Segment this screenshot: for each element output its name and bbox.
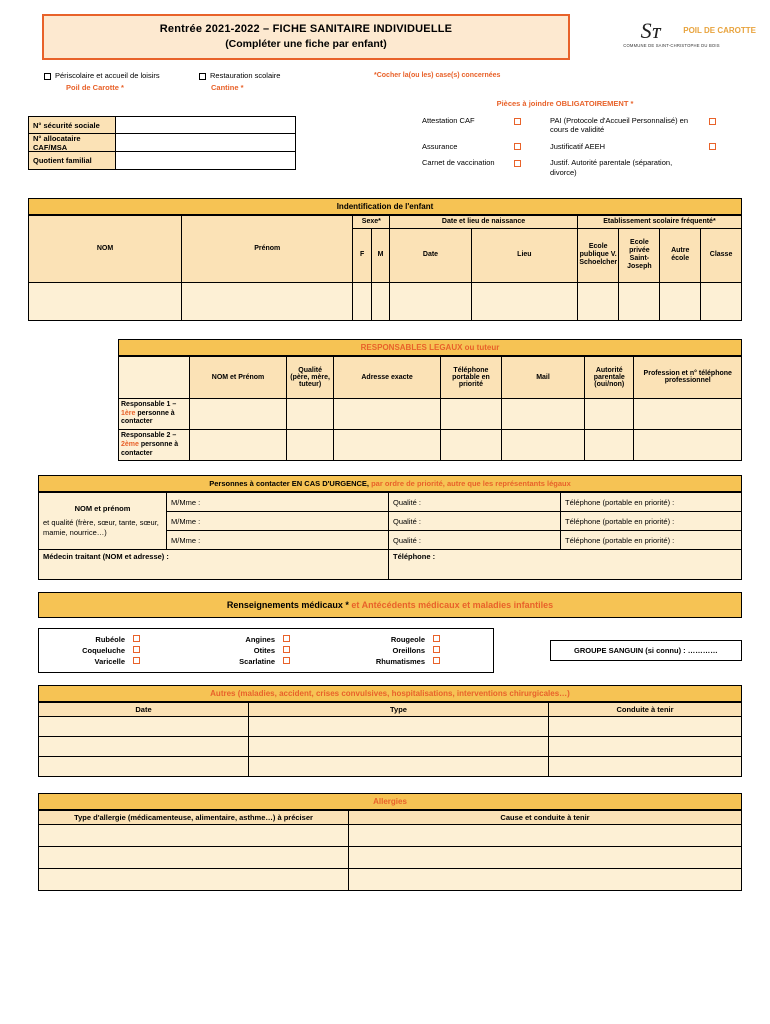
id-value-caf[interactable] xyxy=(116,134,296,152)
page-subtitle: (Compléter une fiche par enfant) xyxy=(225,38,387,50)
col-allergie-type: Type d'allergie (médicamenteuse, alimentaire, asthme…) à préciser xyxy=(39,811,349,825)
urgence-band-black: Personnes à contacter EN CAS D'URGENCE, xyxy=(209,479,369,489)
cell-autres1-type[interactable] xyxy=(249,717,549,737)
logo-poil-de-carotte: POIL DE CAROTTE xyxy=(683,26,756,35)
table-row[interactable] xyxy=(29,282,742,320)
cell-autres2-date[interactable] xyxy=(39,737,249,757)
maladie-scarlatine-label: Scarlatine xyxy=(239,657,275,667)
id-label-secu: N° sécurité sociale xyxy=(28,116,116,134)
col-ecole-publique: Ecole publique V. Schoelcher xyxy=(577,228,619,282)
resp1-label-rest: personne à contacter xyxy=(121,409,175,426)
option-restauration[interactable] xyxy=(199,71,374,92)
cell-resp1-adresse[interactable] xyxy=(334,398,441,429)
resp1-label-num: 1ère xyxy=(121,409,136,417)
maladies-row-3 xyxy=(39,657,493,666)
identification-table xyxy=(28,215,742,321)
logo-caption: COMMUNE DE SAINT-CHRISTOPHE DU BOIS xyxy=(623,43,720,48)
urgence-band-red: par ordre de priorité, autre que les représentants légaux xyxy=(371,479,571,489)
options-row xyxy=(14,71,756,92)
cell-resp2-nom[interactable] xyxy=(190,430,287,461)
col-resp-nom: NOM et Prénom xyxy=(190,356,287,398)
piece-label-assurance: Assurance xyxy=(422,141,458,151)
checkbox-angines-icon[interactable] xyxy=(283,635,290,642)
cell-resp2-adresse[interactable] xyxy=(334,430,441,461)
maladie-coqueluche[interactable] xyxy=(39,646,189,655)
table-row[interactable] xyxy=(119,398,742,429)
col-resp-qualite: Qualité (père, mère, tuteur) xyxy=(287,356,334,398)
option-restauration-sub: Cantine * xyxy=(211,83,244,92)
piece-label-autorite: Justif. Autorité parentale (séparation, divorce) xyxy=(550,158,673,177)
col-nom: NOM xyxy=(29,215,182,282)
pieces-grid xyxy=(422,116,752,184)
checkbox-scarlatine-icon[interactable] xyxy=(283,657,290,664)
cell-ecole-publique[interactable] xyxy=(577,282,619,320)
checkbox-aeeh-icon[interactable] xyxy=(709,143,716,150)
maladie-rubeole-label: Rubéole xyxy=(95,635,125,645)
allergies-band: Allergies xyxy=(38,793,742,810)
maladie-scarlatine[interactable] xyxy=(189,657,339,666)
renseignements-band-red: et Antécédents médicaux et maladies infantiles xyxy=(351,600,554,611)
maladies-row-1 xyxy=(39,635,493,644)
cell-resp1-profession[interactable] xyxy=(634,398,742,429)
checkbox-rubeole-icon[interactable] xyxy=(133,635,140,642)
checkbox-otites-icon[interactable] xyxy=(283,646,290,653)
section-urgence xyxy=(38,475,742,580)
cell-resp2-autorite[interactable] xyxy=(585,430,634,461)
col-f: F xyxy=(353,228,371,282)
pieces-row-1 xyxy=(422,116,752,135)
maladie-otites[interactable] xyxy=(189,646,339,655)
cell-prenom[interactable] xyxy=(182,282,353,320)
col-allergie-cause: Cause et conduite à tenir xyxy=(349,811,742,825)
cell-allergie3-cause[interactable] xyxy=(349,869,742,891)
logo-area xyxy=(576,14,756,48)
cell-autre-ecole[interactable] xyxy=(660,282,701,320)
maladie-rubeole[interactable] xyxy=(39,635,189,644)
col-autres-conduite: Conduite à tenir xyxy=(549,703,742,717)
renseignements-band-black: Renseignements médicaux * xyxy=(226,600,349,611)
maladies-area xyxy=(38,628,742,673)
identification-band: Indentification de l'enfant xyxy=(28,198,742,215)
cell-resp2-mail[interactable] xyxy=(501,430,584,461)
logo-monogram-icon: Sᴛ xyxy=(640,18,660,43)
cell-urgence1-qualite[interactable]: Qualité : xyxy=(389,493,561,512)
cell-resp1-telephone[interactable] xyxy=(440,398,501,429)
page-title: Rentrée 2021-2022 – FICHE SANITAIRE INDIVIDUELLE xyxy=(159,23,453,35)
section-responsables xyxy=(118,339,742,462)
cell-nom[interactable] xyxy=(29,282,182,320)
cell-urgence2-qualite[interactable]: Qualité : xyxy=(389,512,561,531)
id-value-secu[interactable] xyxy=(116,116,296,134)
cell-urgence3-qualite[interactable]: Qualité : xyxy=(389,531,561,550)
cell-resp1-qualite[interactable] xyxy=(287,398,334,429)
pieces-row-2 xyxy=(422,142,752,151)
maladie-oreillons[interactable] xyxy=(339,646,489,655)
option-restauration-label: Restauration scolaire xyxy=(210,71,281,80)
checkbox-vaccination-icon[interactable] xyxy=(514,160,521,167)
group-sexe: Sexe* xyxy=(353,215,390,228)
col-lieu: Lieu xyxy=(471,228,577,282)
cell-classe[interactable] xyxy=(701,282,742,320)
allergies-header xyxy=(39,811,742,825)
resp2-label-rest: personne à contacter xyxy=(121,440,179,457)
maladie-rougeole-label: Rougeole xyxy=(390,635,425,645)
pieces-title: Pièces à joindre OBLIGATOIREMENT * xyxy=(496,99,634,108)
piece-label-aeeh: Justificatif AEEH xyxy=(550,141,606,151)
resp2-label-num: 2ème xyxy=(121,440,139,448)
checkbox-oreillons-icon[interactable] xyxy=(433,646,440,653)
responsables-header xyxy=(119,356,742,398)
id-value-quotient[interactable] xyxy=(116,152,296,170)
option-periscolaire[interactable] xyxy=(14,71,199,92)
cell-resp1-mail[interactable] xyxy=(501,398,584,429)
checkbox-attestation-caf-icon[interactable] xyxy=(514,118,521,125)
checkbox-periscolaire-icon[interactable] xyxy=(44,73,51,80)
table-row[interactable] xyxy=(39,847,742,869)
id-row-quotient xyxy=(28,152,296,170)
resp1-label-main: Responsable 1 – xyxy=(121,400,177,408)
table-row[interactable] xyxy=(39,825,742,847)
cell-allergie2-type[interactable] xyxy=(39,847,349,869)
options-note: *Cocher la(ou les) case(s) concernées xyxy=(374,72,501,79)
cell-autres2-type[interactable] xyxy=(249,737,549,757)
groupe-sanguin-field[interactable]: GROUPE SANGUIN (si connu) : ………… xyxy=(550,640,742,661)
cell-resp2-telephone[interactable] xyxy=(440,430,501,461)
group-naissance: Date et lieu de naissance xyxy=(390,215,578,228)
id-row-secu xyxy=(28,116,296,134)
col-resp-profession: Profession et n° téléphone professionnel xyxy=(634,356,742,398)
maladie-varicelle[interactable] xyxy=(39,657,189,666)
cell-urgence3-telephone[interactable]: Téléphone (portable en priorité) : xyxy=(561,531,742,550)
col-autre-ecole: Autre école xyxy=(660,228,701,282)
ids-and-pieces xyxy=(14,116,756,184)
title-box xyxy=(42,14,570,60)
col-m: M xyxy=(371,228,389,282)
id-row-caf xyxy=(28,134,296,152)
col-autres-type: Type xyxy=(249,703,549,717)
piece-label-vaccination: Carnet de vaccination xyxy=(422,158,495,168)
maladie-angines-label: Angines xyxy=(245,635,275,645)
cell-autres2-conduite[interactable] xyxy=(549,737,742,757)
urgence-left-label xyxy=(39,493,167,550)
option-periscolaire-sub: Poil de Carotte * xyxy=(66,83,124,92)
checkbox-restauration-icon[interactable] xyxy=(199,73,206,80)
option-periscolaire-label: Périscolaire et accueil de loisirs xyxy=(55,71,160,80)
maladies-box xyxy=(38,628,494,673)
ids-block xyxy=(28,116,296,184)
section-autres xyxy=(38,685,742,777)
checkbox-rhumatismes-icon[interactable] xyxy=(433,657,440,664)
id-label-caf: N° allocataire CAF/MSA xyxy=(28,134,116,152)
group-etablissement: Etablissement scolaire fréquenté* xyxy=(577,215,741,228)
table-row[interactable] xyxy=(39,757,742,777)
urgence-band xyxy=(38,475,742,492)
table-row[interactable] xyxy=(39,869,742,891)
maladie-angines[interactable] xyxy=(189,635,339,644)
table-row[interactable] xyxy=(39,717,742,737)
id-label-quotient: Quotient familial xyxy=(28,152,116,170)
checkbox-pai-icon[interactable] xyxy=(709,118,716,125)
autres-table xyxy=(38,702,742,777)
urgence-left-line1: NOM et prénom xyxy=(74,504,131,514)
cell-urgence2-nom[interactable]: M/Mme : xyxy=(167,512,389,531)
col-date: Date xyxy=(390,228,472,282)
col-resp-mail: Mail xyxy=(501,356,584,398)
table-row[interactable] xyxy=(39,737,742,757)
piece-label-caf: Attestation CAF xyxy=(422,116,475,125)
table-row-medecin[interactable] xyxy=(39,550,742,580)
maladie-otites-label: Otites xyxy=(253,646,275,656)
maladie-varicelle-label: Varicelle xyxy=(94,657,125,667)
maladie-rhumatismes-label: Rhumatismes xyxy=(375,657,425,667)
section-identification xyxy=(28,198,742,321)
cell-allergie3-type[interactable] xyxy=(39,869,349,891)
urgence-table xyxy=(38,492,742,580)
col-autres-date: Date xyxy=(39,703,249,717)
page-header xyxy=(14,14,756,60)
table-row[interactable] xyxy=(119,430,742,461)
maladie-rhumatismes[interactable] xyxy=(339,657,489,666)
row-label-responsable-2 xyxy=(119,430,190,461)
responsables-band xyxy=(118,339,742,356)
cell-resp2-qualite[interactable] xyxy=(287,430,334,461)
responsables-table xyxy=(118,356,742,462)
cell-autres3-date[interactable] xyxy=(39,757,249,777)
col-classe: Classe xyxy=(701,228,742,282)
allergies-table xyxy=(38,810,742,891)
autres-header xyxy=(39,703,742,717)
section-allergies xyxy=(38,793,742,891)
cell-urgence3-nom[interactable]: M/Mme : xyxy=(167,531,389,550)
cell-f[interactable] xyxy=(353,282,371,320)
cell-autres3-type[interactable] xyxy=(249,757,549,777)
col-resp-adresse: Adresse exacte xyxy=(334,356,441,398)
cell-autres3-conduite[interactable] xyxy=(549,757,742,777)
piece-label-pai: PAI (Protocole d'Accueil Personnalisé) en cours de validité xyxy=(550,116,689,135)
checkbox-rougeole-icon[interactable] xyxy=(433,635,440,642)
cell-allergie1-cause[interactable] xyxy=(349,825,742,847)
maladie-coqueluche-label: Coqueluche xyxy=(82,646,125,656)
cell-autres1-conduite[interactable] xyxy=(549,717,742,737)
cell-urgence1-nom[interactable]: M/Mme : xyxy=(167,493,389,512)
cell-ecole-privee[interactable] xyxy=(619,282,660,320)
cell-date[interactable] xyxy=(390,282,472,320)
cell-allergie1-type[interactable] xyxy=(39,825,349,847)
row-label-responsable-1 xyxy=(119,398,190,429)
checkbox-varicelle-icon[interactable] xyxy=(133,657,140,664)
col-prenom: Prénom xyxy=(182,215,353,282)
cell-lieu[interactable] xyxy=(471,282,577,320)
col-spacer xyxy=(119,356,190,398)
resp2-label-main: Responsable 2 – xyxy=(121,432,177,440)
identification-group-header xyxy=(29,215,742,228)
responsables-band-label: RESPONSABLES LEGAUX ou tuteur xyxy=(360,342,500,352)
table-row[interactable] xyxy=(39,493,742,512)
cell-allergie2-cause[interactable] xyxy=(349,847,742,869)
renseignements-band xyxy=(38,592,742,618)
autres-band: Autres (maladies, accident, crises convulsives, hospitalisations, interventions chirurgicales…) xyxy=(38,685,742,702)
checkbox-assurance-icon[interactable] xyxy=(514,143,521,150)
cell-m[interactable] xyxy=(371,282,389,320)
cell-resp2-profession[interactable] xyxy=(634,430,742,461)
cell-autres1-date[interactable] xyxy=(39,717,249,737)
col-resp-telephone: Téléphone portable en priorité xyxy=(440,356,501,398)
pieces-row-3 xyxy=(422,158,752,177)
urgence-left-line2: et qualité (frère, sœur, tante, sœur, mamie, nourrice…) xyxy=(43,518,159,538)
cell-urgence1-telephone[interactable]: Téléphone (portable en priorité) : xyxy=(561,493,742,512)
maladie-oreillons-label: Oreillons xyxy=(392,646,425,656)
cell-resp1-nom[interactable] xyxy=(190,398,287,429)
col-resp-autorite: Autorité parentale (oui/non) xyxy=(585,356,634,398)
col-ecole-privee: Ecole privée Saint-Joseph xyxy=(619,228,660,282)
checkbox-coqueluche-icon[interactable] xyxy=(133,646,140,653)
cell-resp1-autorite[interactable] xyxy=(585,398,634,429)
maladie-rougeole[interactable] xyxy=(339,635,489,644)
cell-urgence2-telephone[interactable]: Téléphone (portable en priorité) : xyxy=(561,512,742,531)
maladies-row-2 xyxy=(39,646,493,655)
medecin-label[interactable]: Médecin traitant (NOM et adresse) : xyxy=(39,550,389,580)
medecin-telephone[interactable]: Téléphone : xyxy=(389,550,742,580)
